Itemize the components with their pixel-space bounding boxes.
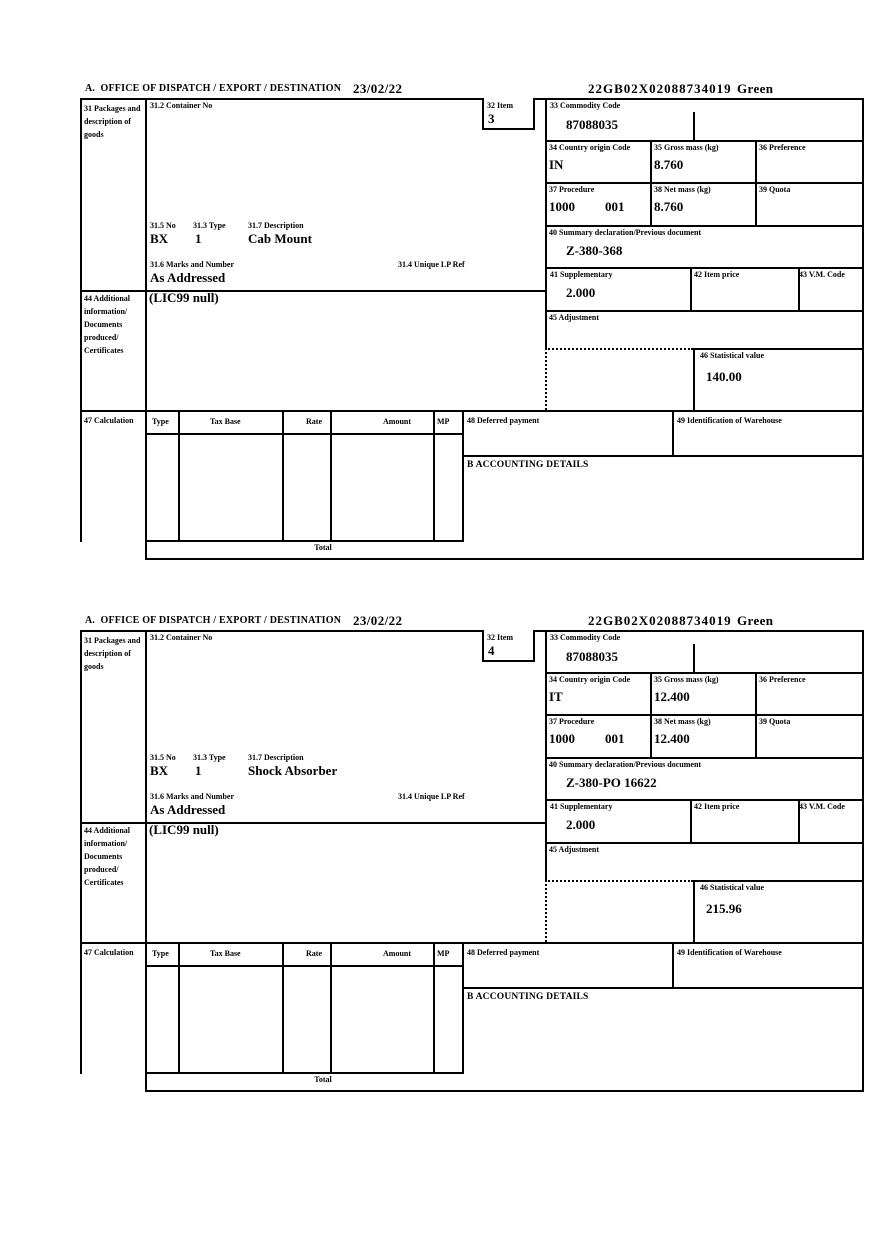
- net-mass-value: 8.760: [654, 199, 684, 214]
- border-line: [545, 140, 862, 142]
- tax-mp-header: MP: [437, 949, 450, 958]
- commodity-code-value: 87088035: [566, 649, 618, 664]
- tax-table-line: [282, 410, 284, 540]
- office-of-dispatch-label: A. OFFICE OF DISPATCH / EXPORT / DESTINATION: [85, 615, 342, 626]
- item-number-value: 3: [488, 111, 495, 126]
- tax-amount-header: Amount: [383, 949, 412, 958]
- border-line: [145, 1072, 464, 1074]
- total-label: Total: [314, 543, 332, 552]
- border-line: [672, 410, 674, 455]
- border-line: [862, 630, 864, 1092]
- total-label: Total: [314, 1075, 332, 1084]
- border-line: [145, 1090, 864, 1092]
- border-line: [693, 880, 695, 942]
- packages-no-value: BX: [150, 763, 169, 778]
- border-line: [80, 942, 862, 944]
- tax-table-line: [282, 942, 284, 1072]
- box47-label: 47 Calculation: [84, 948, 134, 957]
- border-line: [862, 98, 864, 560]
- country-origin-value: IT: [549, 689, 563, 704]
- border-line: [545, 672, 862, 674]
- item-sheet-1: [0, 80, 882, 562]
- box31-4-label: 31.4 Unique LP Ref: [398, 260, 465, 269]
- packages-type-value: 1: [195, 763, 202, 778]
- box40-label: 40 Summary declaration/Previous document: [549, 228, 702, 237]
- goods-description-value: Cab Mount: [248, 231, 312, 246]
- dotted-border-line: [545, 348, 693, 350]
- additional-information-value: (LIC99 null): [149, 290, 219, 305]
- box32-label: 32 Item: [487, 101, 513, 110]
- border-line: [545, 310, 862, 312]
- box35-label: 35 Gross mass (kg): [654, 675, 719, 684]
- accounting-details-label: B ACCOUNTING DETAILS: [467, 992, 589, 1002]
- tax-amount-header: Amount: [383, 417, 412, 426]
- border-line: [693, 348, 862, 350]
- commodity-code-divider: [693, 644, 695, 672]
- border-line: [145, 433, 462, 435]
- item-number-value: 4: [488, 643, 495, 658]
- dotted-border-line: [545, 348, 547, 410]
- border-line: [145, 98, 147, 560]
- box43-label: 43 V.M. Code: [799, 802, 845, 811]
- box31-7-label: 31.7 Description: [248, 753, 304, 762]
- gross-mass-value: 8.760: [654, 157, 684, 172]
- routing-status: Green: [737, 613, 774, 628]
- box42-label: 42 Item price: [694, 802, 740, 811]
- box31-label: 31 Packages and description of goods: [84, 636, 141, 671]
- net-mass-value: 12.400: [654, 731, 690, 746]
- additional-information-value: (LIC99 null): [149, 822, 219, 837]
- procedure-value: 1000: [549, 199, 575, 214]
- box48-label: 48 Deferred payment: [467, 948, 540, 957]
- box43-label: 43 V.M. Code: [799, 270, 845, 279]
- box46-label: 46 Statistical value: [700, 883, 764, 892]
- dispatch-date: 23/02/22: [353, 613, 403, 628]
- accounting-details-label: B ACCOUNTING DETAILS: [467, 460, 589, 470]
- tax-table-line: [178, 942, 180, 1072]
- box31-2-label: 31.2 Container No: [150, 633, 213, 642]
- box38-label: 38 Net mass (kg): [654, 185, 711, 194]
- box38-label: 38 Net mass (kg): [654, 717, 711, 726]
- declaration-reference: 22GB02X02088734019: [588, 613, 732, 628]
- routing-status: Green: [737, 81, 774, 96]
- box45-label: 45 Adjustment: [549, 313, 600, 322]
- box46-label: 46 Statistical value: [700, 351, 764, 360]
- border-line: [462, 455, 862, 457]
- dispatch-date: 23/02/22: [353, 81, 403, 96]
- tax-table-line: [462, 942, 464, 1072]
- border-line: [80, 630, 82, 1074]
- border-line: [145, 540, 464, 542]
- border-line: [545, 757, 862, 759]
- box31-6-label: 31.6 Marks and Number: [150, 260, 235, 269]
- box41-label: 41 Supplementary: [550, 270, 613, 279]
- box40-label: 40 Summary declaration/Previous document: [549, 760, 702, 769]
- box39-label: 39 Quota: [759, 185, 791, 194]
- box31-7-label: 31.7 Description: [248, 221, 304, 230]
- procedure-value: 1000: [549, 731, 575, 746]
- box33-label: 33 Commodity Code: [550, 101, 621, 110]
- box34-label: 34 Country origin Code: [549, 143, 631, 152]
- marks-value: As Addressed: [150, 802, 226, 817]
- box48-label: 48 Deferred payment: [467, 416, 540, 425]
- tax-type-header: Type: [152, 417, 169, 426]
- border-line: [693, 348, 695, 410]
- box34-label: 34 Country origin Code: [549, 675, 631, 684]
- border-line: [672, 942, 674, 987]
- border-line: [545, 799, 862, 801]
- commodity-code-value: 87088035: [566, 117, 618, 132]
- tax-mp-header: MP: [437, 417, 450, 426]
- box35-label: 35 Gross mass (kg): [654, 143, 719, 152]
- border-line: [650, 672, 652, 757]
- border-line: [545, 182, 862, 184]
- box42-label: 42 Item price: [694, 270, 740, 279]
- tax-type-header: Type: [152, 949, 169, 958]
- border-line: [545, 842, 862, 844]
- tax-table-line: [178, 410, 180, 540]
- statistical-value: 140.00: [706, 369, 742, 384]
- box39-label: 39 Quota: [759, 717, 791, 726]
- box31-5-label: 31.5 No: [150, 753, 176, 762]
- box37-label: 37 Procedure: [549, 185, 595, 194]
- border-line: [80, 630, 864, 632]
- box36-label: 36 Preference: [759, 675, 806, 684]
- border-line: [545, 225, 862, 227]
- box49-label: 49 Identification of Warehouse: [677, 416, 782, 425]
- tax-table-line: [462, 410, 464, 540]
- dotted-border-line: [545, 880, 693, 882]
- item-sheet-2: [0, 612, 882, 1094]
- box44-label: 44 Additional information/ Documents produced/ Certificates: [84, 826, 131, 887]
- border-line: [80, 98, 82, 542]
- box31-5-label: 31.5 No: [150, 221, 176, 230]
- goods-description-value: Shock Absorber: [248, 763, 338, 778]
- gross-mass-value: 12.400: [654, 689, 690, 704]
- border-line: [693, 880, 862, 882]
- tax-rate-header: Rate: [306, 417, 322, 426]
- border-line: [650, 140, 652, 225]
- packages-no-value: BX: [150, 231, 169, 246]
- statistical-value: 215.96: [706, 901, 742, 916]
- previous-document-value: Z-380-PO 16622: [566, 775, 657, 790]
- box31-label: 31 Packages and description of goods: [84, 104, 141, 139]
- box31-4-label: 31.4 Unique LP Ref: [398, 792, 465, 801]
- box37-label: 37 Procedure: [549, 717, 595, 726]
- office-of-dispatch-label: A. OFFICE OF DISPATCH / EXPORT / DESTINATION: [85, 83, 342, 94]
- box47-label: 47 Calculation: [84, 416, 134, 425]
- dotted-border-line: [545, 880, 547, 942]
- border-line: [145, 558, 864, 560]
- border-line: [545, 267, 862, 269]
- border-line: [690, 799, 692, 842]
- box36-label: 36 Preference: [759, 143, 806, 152]
- border-line: [545, 714, 862, 716]
- tax-table-line: [433, 942, 435, 1072]
- border-line: [145, 965, 462, 967]
- marks-value: As Addressed: [150, 270, 226, 285]
- border-line: [755, 140, 757, 225]
- packages-type-value: 1: [195, 231, 202, 246]
- border-line: [690, 267, 692, 310]
- tax-table-line: [433, 410, 435, 540]
- box31-2-label: 31.2 Container No: [150, 101, 213, 110]
- procedure-code-value: 001: [605, 199, 625, 214]
- box31-3-label: 31.3 Type: [193, 221, 226, 230]
- border-line: [80, 410, 862, 412]
- box45-label: 45 Adjustment: [549, 845, 600, 854]
- box49-label: 49 Identification of Warehouse: [677, 948, 782, 957]
- box44-label: 44 Additional information/ Documents produced/ Certificates: [84, 294, 131, 355]
- border-line: [80, 98, 864, 100]
- tax-table-line: [330, 942, 332, 1072]
- box33-label: 33 Commodity Code: [550, 633, 621, 642]
- commodity-code-divider: [693, 112, 695, 140]
- previous-document-value: Z-380-368: [566, 243, 623, 258]
- border-line: [462, 987, 862, 989]
- tax-table-line: [330, 410, 332, 540]
- tax-rate-header: Rate: [306, 949, 322, 958]
- border-line: [145, 630, 147, 1092]
- box31-3-label: 31.3 Type: [193, 753, 226, 762]
- country-origin-value: IN: [549, 157, 564, 172]
- supplementary-value: 2.000: [566, 817, 596, 832]
- tax-base-header: Tax Base: [210, 417, 241, 426]
- procedure-code-value: 001: [605, 731, 625, 746]
- supplementary-value: 2.000: [566, 285, 596, 300]
- box32-label: 32 Item: [487, 633, 513, 642]
- box31-6-label: 31.6 Marks and Number: [150, 792, 235, 801]
- tax-base-header: Tax Base: [210, 949, 241, 958]
- box41-label: 41 Supplementary: [550, 802, 613, 811]
- border-line: [755, 672, 757, 757]
- declaration-reference: 22GB02X02088734019: [588, 81, 732, 96]
